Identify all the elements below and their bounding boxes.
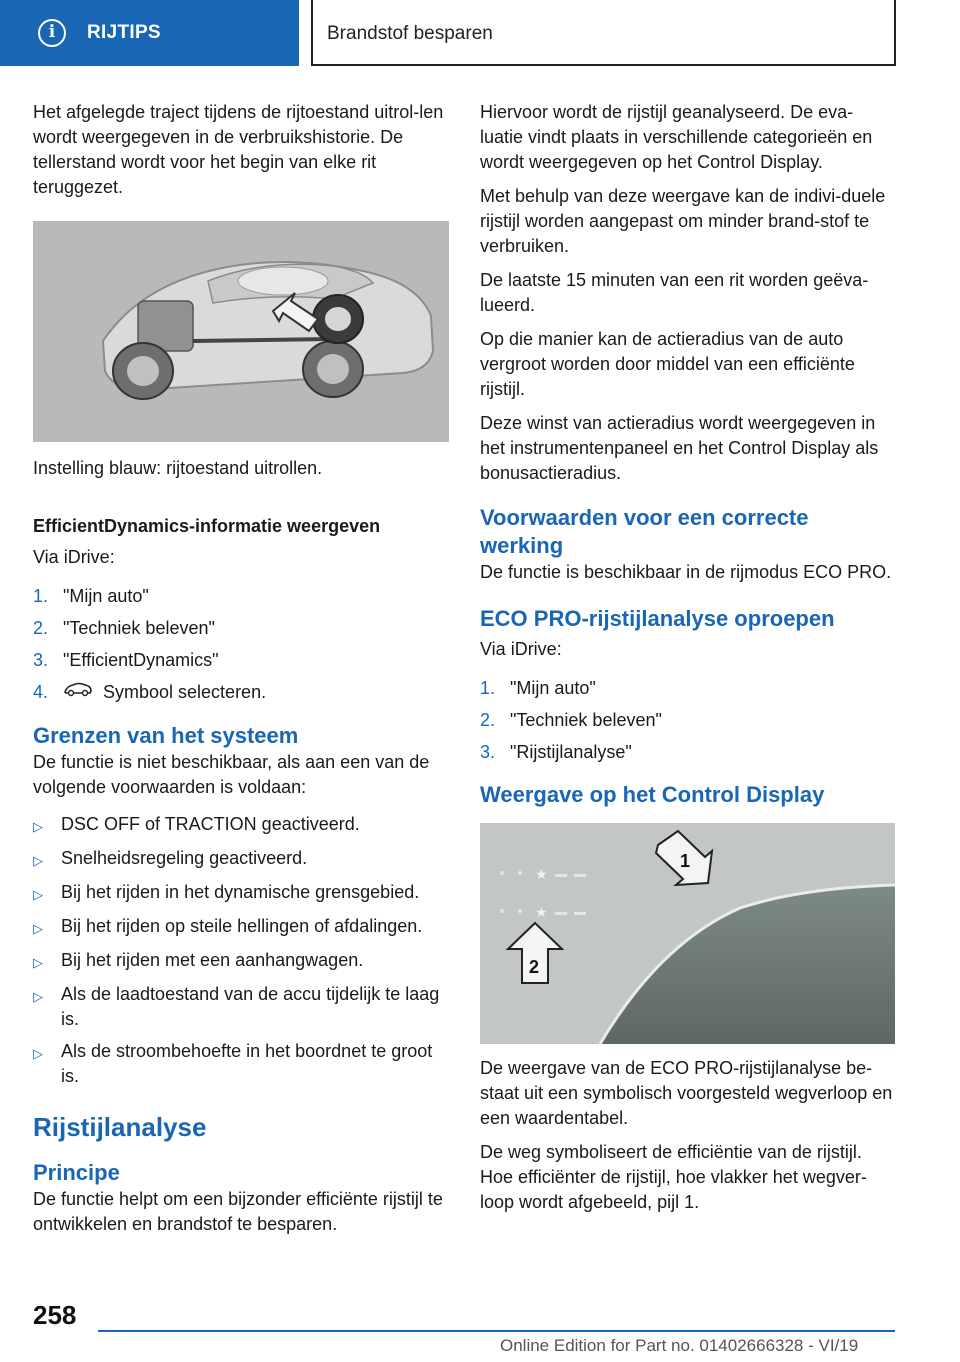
bullet-triangle-icon: ▷ [33, 921, 43, 936]
list-item: ▷ Bij het rijden in het dynamische grensgebied. [33, 880, 449, 907]
eco-pro-steps [480, 676, 896, 765]
svg-text:★: ★ [535, 866, 548, 882]
footer-divider [98, 1330, 895, 1332]
list-item: 2. "Techniek beleven" [33, 618, 215, 638]
control-display-figure [480, 823, 895, 1044]
paragraph: De weg symboliseert de efficiëntie van de rijstijl. Hoe efficiënter de rijstijl, hoe vlakker het wegver-loop wordt afgebeeld, pijl 1. [480, 1142, 867, 1212]
paragraph: Met behulp van deze weergave kan de indivi-duele rijstijl worden aangepast om minder brand-stof te verbruiken. [480, 186, 886, 256]
conditions-text: De functie is beschikbaar in de rijmodus ECO PRO. [480, 562, 892, 582]
list-item: ▷ DSC OFF of TRACTION geactiveerd. [33, 812, 449, 839]
car-illustration [33, 221, 449, 442]
bullet-triangle-icon: ▷ [33, 819, 43, 834]
list-item: 4. Symbool selecteren. [33, 680, 449, 705]
list-item: 3. "EfficientDynamics" [33, 650, 219, 670]
analysis-heading: Rijstijlanalyse [33, 1112, 207, 1142]
intro-paragraph: Het afgelegde traject tijdens de rijtoestand uitrol-len wordt weergegeven in de verbruikshistorie. De tellerstand wordt voor het begin van elke rit teruggezet. [33, 102, 444, 197]
right-column [480, 100, 896, 1224]
list-item: 3. "Rijstijlanalyse" [480, 742, 632, 762]
svg-text:★: ★ [535, 904, 548, 920]
list-item: 1. "Mijn auto" [33, 586, 149, 606]
left-column [33, 100, 449, 1246]
paragraph: Deze winst van actieradius wordt weergegeven in het instrumentenpaneel en het Control Display als bonusactieradius. [480, 413, 879, 483]
paragraph: De weergave van de ECO PRO-rijstijlanalyse be-staat uit een symbolisch voorgesteld wegverloop en een waardentabel. [480, 1058, 893, 1128]
paragraph: Op die manier kan de actieradius van de auto vergroot worden door middel van een efficiënte rijstijl. [480, 329, 855, 399]
list-item: ▷ Bij het rijden met een aanhangwagen. [33, 948, 449, 975]
via-idrive-label: Via iDrive: [33, 547, 115, 567]
page-header [0, 0, 960, 66]
chapter-tab [0, 0, 299, 66]
efficientdynamics-steps [33, 584, 449, 705]
info-icon: i [38, 19, 66, 47]
principle-heading: Principe [33, 1160, 120, 1185]
page-number: 258 [33, 1300, 77, 1330]
section-box [311, 0, 896, 66]
limits-heading: Grenzen van het systeem [33, 723, 299, 748]
limits-list [33, 812, 449, 1089]
edition-text: Online Edition for Part no. 01402666328 - VI/19 [500, 1336, 859, 1355]
paragraph: De laatste 15 minuten van een rit worden geëva-lueerd. [480, 270, 869, 315]
list-item: ▷ Snelheidsregeling geactiveerd. [33, 846, 449, 873]
control-display-heading: Weergave op het Control Display [480, 782, 825, 807]
eco-pro-heading: ECO PRO-rijstijlanalyse oproepen [480, 606, 835, 631]
chapter-label: RIJTIPS [87, 22, 161, 43]
arrow-1-label: 1 [680, 851, 691, 871]
list-item: ▷ Als de stroombehoefte in het boordnet te groot is. [33, 1039, 449, 1089]
road-display-illustration [480, 823, 895, 1044]
limits-intro: De functie is niet beschikbaar, als aan een van de volgende voorwaarden is voldaan: [33, 752, 430, 797]
bullet-triangle-icon: ▷ [33, 1046, 43, 1061]
via-idrive-label: Via iDrive: [480, 639, 562, 659]
list-item: ▷ Als de laadtoestand van de accu tijdelijk te laag is. [33, 982, 449, 1032]
bullet-triangle-icon: ▷ [33, 989, 43, 1004]
bullet-triangle-icon: ▷ [33, 887, 43, 902]
arrow-2-label: 2 [529, 957, 540, 977]
list-item: 1. "Mijn auto" [480, 678, 596, 698]
paragraph: Hiervoor wordt de rijstijl geanalyseerd. De eva-luatie vindt plaats in verschillende categorieën en wordt weergegeven op het Control Display. [480, 102, 873, 172]
bullet-triangle-icon: ▷ [33, 853, 43, 868]
principle-text: De functie helpt om een bijzonder efficiënte rijstijl te ontwikkelen en brandstof te besparen. [33, 1189, 443, 1234]
list-item: ▷ Bij het rijden op steile hellingen of afdalingen. [33, 914, 449, 941]
conditions-heading: Voorwaarden voor een correcte werking [480, 505, 809, 558]
bullet-triangle-icon: ▷ [33, 955, 43, 970]
car-symbol-icon [63, 680, 97, 705]
section-title: Brandstof besparen [327, 23, 493, 44]
efficientdynamics-heading: EfficientDynamics-informatie weergeven [33, 516, 381, 536]
figure-caption: Instelling blauw: rijtoestand uitrollen. [33, 458, 323, 478]
car-coasting-figure [33, 221, 449, 442]
list-item: 2. "Techniek beleven" [480, 710, 662, 730]
